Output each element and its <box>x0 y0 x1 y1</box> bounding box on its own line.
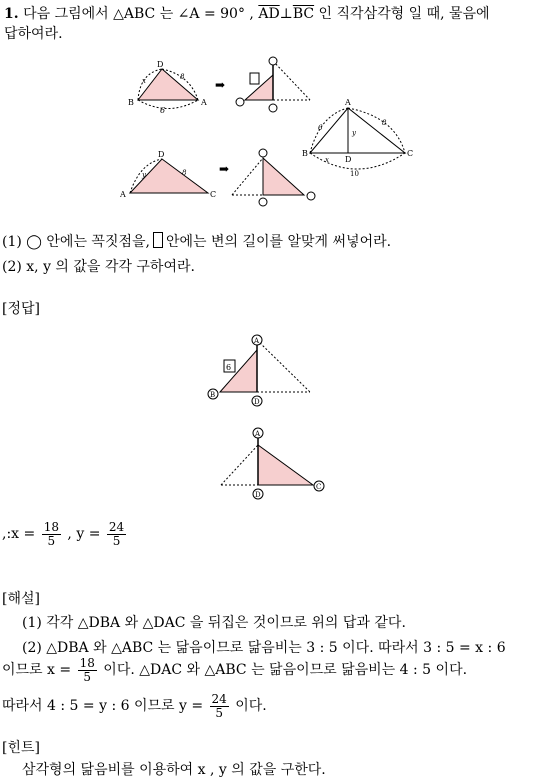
problem-number: 1. <box>4 6 19 22</box>
label-six: 6 <box>226 363 232 372</box>
label-b: B <box>302 149 308 158</box>
box-icon <box>153 232 163 248</box>
label-d: D <box>157 60 164 69</box>
triangle-abc <box>302 98 413 178</box>
x-fraction <box>42 521 61 548</box>
label-eight: 8 <box>180 73 185 81</box>
solution-line-2: (2) △DBA 와 △ABC 는 닮음이므로 닮음비는 3 : 5 이다. 따라서 3 : 5 = x : 6 <box>22 640 506 656</box>
label-d: D <box>254 398 260 406</box>
y-fraction <box>107 521 126 548</box>
solution-line-3 <box>2 655 467 685</box>
triangle-dba-small <box>128 60 207 115</box>
segment-bc: $\overline{BC}$ <box>292 6 315 22</box>
question-1-part-a: (1) ◯ 안에는 꼭짓점을, <box>2 234 150 250</box>
y-denominator: 5 <box>112 533 121 548</box>
y-numerator: 24 <box>108 519 125 534</box>
problem-line-1 <box>4 5 490 23</box>
x-denominator: 5 <box>47 533 56 548</box>
solution-line-4-b: 이다. <box>230 698 267 714</box>
label-six: 6 <box>160 106 166 115</box>
answer-mid: , y = <box>62 526 105 542</box>
solution-line-3-b: 이다. △DAC 와 △ABC 는 닮음이므로 닮음비는 4 : 5 이다. <box>98 662 468 678</box>
label-a: A <box>120 190 126 199</box>
label-a: A <box>201 98 207 107</box>
solution-x-fraction <box>78 657 97 684</box>
label-b: B <box>128 98 134 107</box>
label-eight: 8 <box>382 119 387 127</box>
solution-y-numerator: 24 <box>211 691 227 706</box>
question-1-part-b: 안에는 변의 길이를 알맞게 써넣어라. <box>165 234 392 250</box>
solution-y-fraction <box>210 693 229 720</box>
solution-line-3-a: 이므로 x = <box>2 662 76 678</box>
solution-x-numerator: 18 <box>79 655 95 670</box>
label-d: D <box>255 491 261 499</box>
solution-line-4-a: 따라서 4 : 5 = y : 6 이므로 y = <box>2 698 208 714</box>
label-a: A <box>255 430 261 438</box>
solution-line-4 <box>2 691 267 721</box>
answer-header: [정답] <box>2 301 40 317</box>
hint-header: [힌트] <box>2 740 40 756</box>
problem-figure <box>120 55 420 210</box>
label-x: x <box>325 156 329 164</box>
label-d: D <box>345 155 352 164</box>
segment-ad: $\overline{AD}$ <box>258 6 280 22</box>
answer-values <box>2 519 128 549</box>
solution-line-1: (1) 각각 △DBA 와 △DAC 을 뒤집은 것이므로 위의 답과 같다. <box>22 615 406 631</box>
label-six: 6 <box>318 124 323 132</box>
label-y: y <box>352 129 356 137</box>
question-2: (2) x, y 의 값을 각각 구하여라. <box>2 259 195 275</box>
question-1 <box>2 232 391 251</box>
label-b: B <box>210 391 216 399</box>
solution-y-denominator: 5 <box>215 705 223 720</box>
perp-symbol: ⊥ <box>279 6 293 22</box>
answer-figure-2 <box>215 425 335 505</box>
problem-line-2: 답하여라. <box>4 26 63 42</box>
answer-figure-1 <box>200 330 330 410</box>
solution-x-denominator: 5 <box>83 669 92 684</box>
problem-text-end: 인 직각삼각형 일 때, 물음에 <box>314 6 490 22</box>
label-c: C <box>407 149 414 158</box>
triangle-dba-rotated <box>236 57 310 112</box>
hint-line-1: 삼각형의 닮음비를 이용하여 x , y 의 값을 구한다. <box>22 762 326 778</box>
label-y: y <box>142 171 146 179</box>
answer-prefix: ,:x = <box>2 526 40 542</box>
x-numerator: 18 <box>43 519 59 534</box>
arrow-icon: ➡ <box>215 78 226 92</box>
label-a: A <box>254 337 260 345</box>
solution-header: [해설] <box>2 591 40 607</box>
problem-text: 다음 그림에서 △ABC 는 ∠A = 90° , <box>23 6 259 22</box>
label-c: C <box>210 190 217 199</box>
triangle-adc-small <box>120 150 216 199</box>
label-x: x <box>142 77 146 85</box>
label-c: C <box>316 483 322 491</box>
label-ten: 10 <box>350 170 359 178</box>
arrow-icon: ➡ <box>219 162 230 176</box>
label-a: A <box>345 98 351 107</box>
label-d: D <box>158 150 165 159</box>
label-eight: 8 <box>182 169 187 177</box>
